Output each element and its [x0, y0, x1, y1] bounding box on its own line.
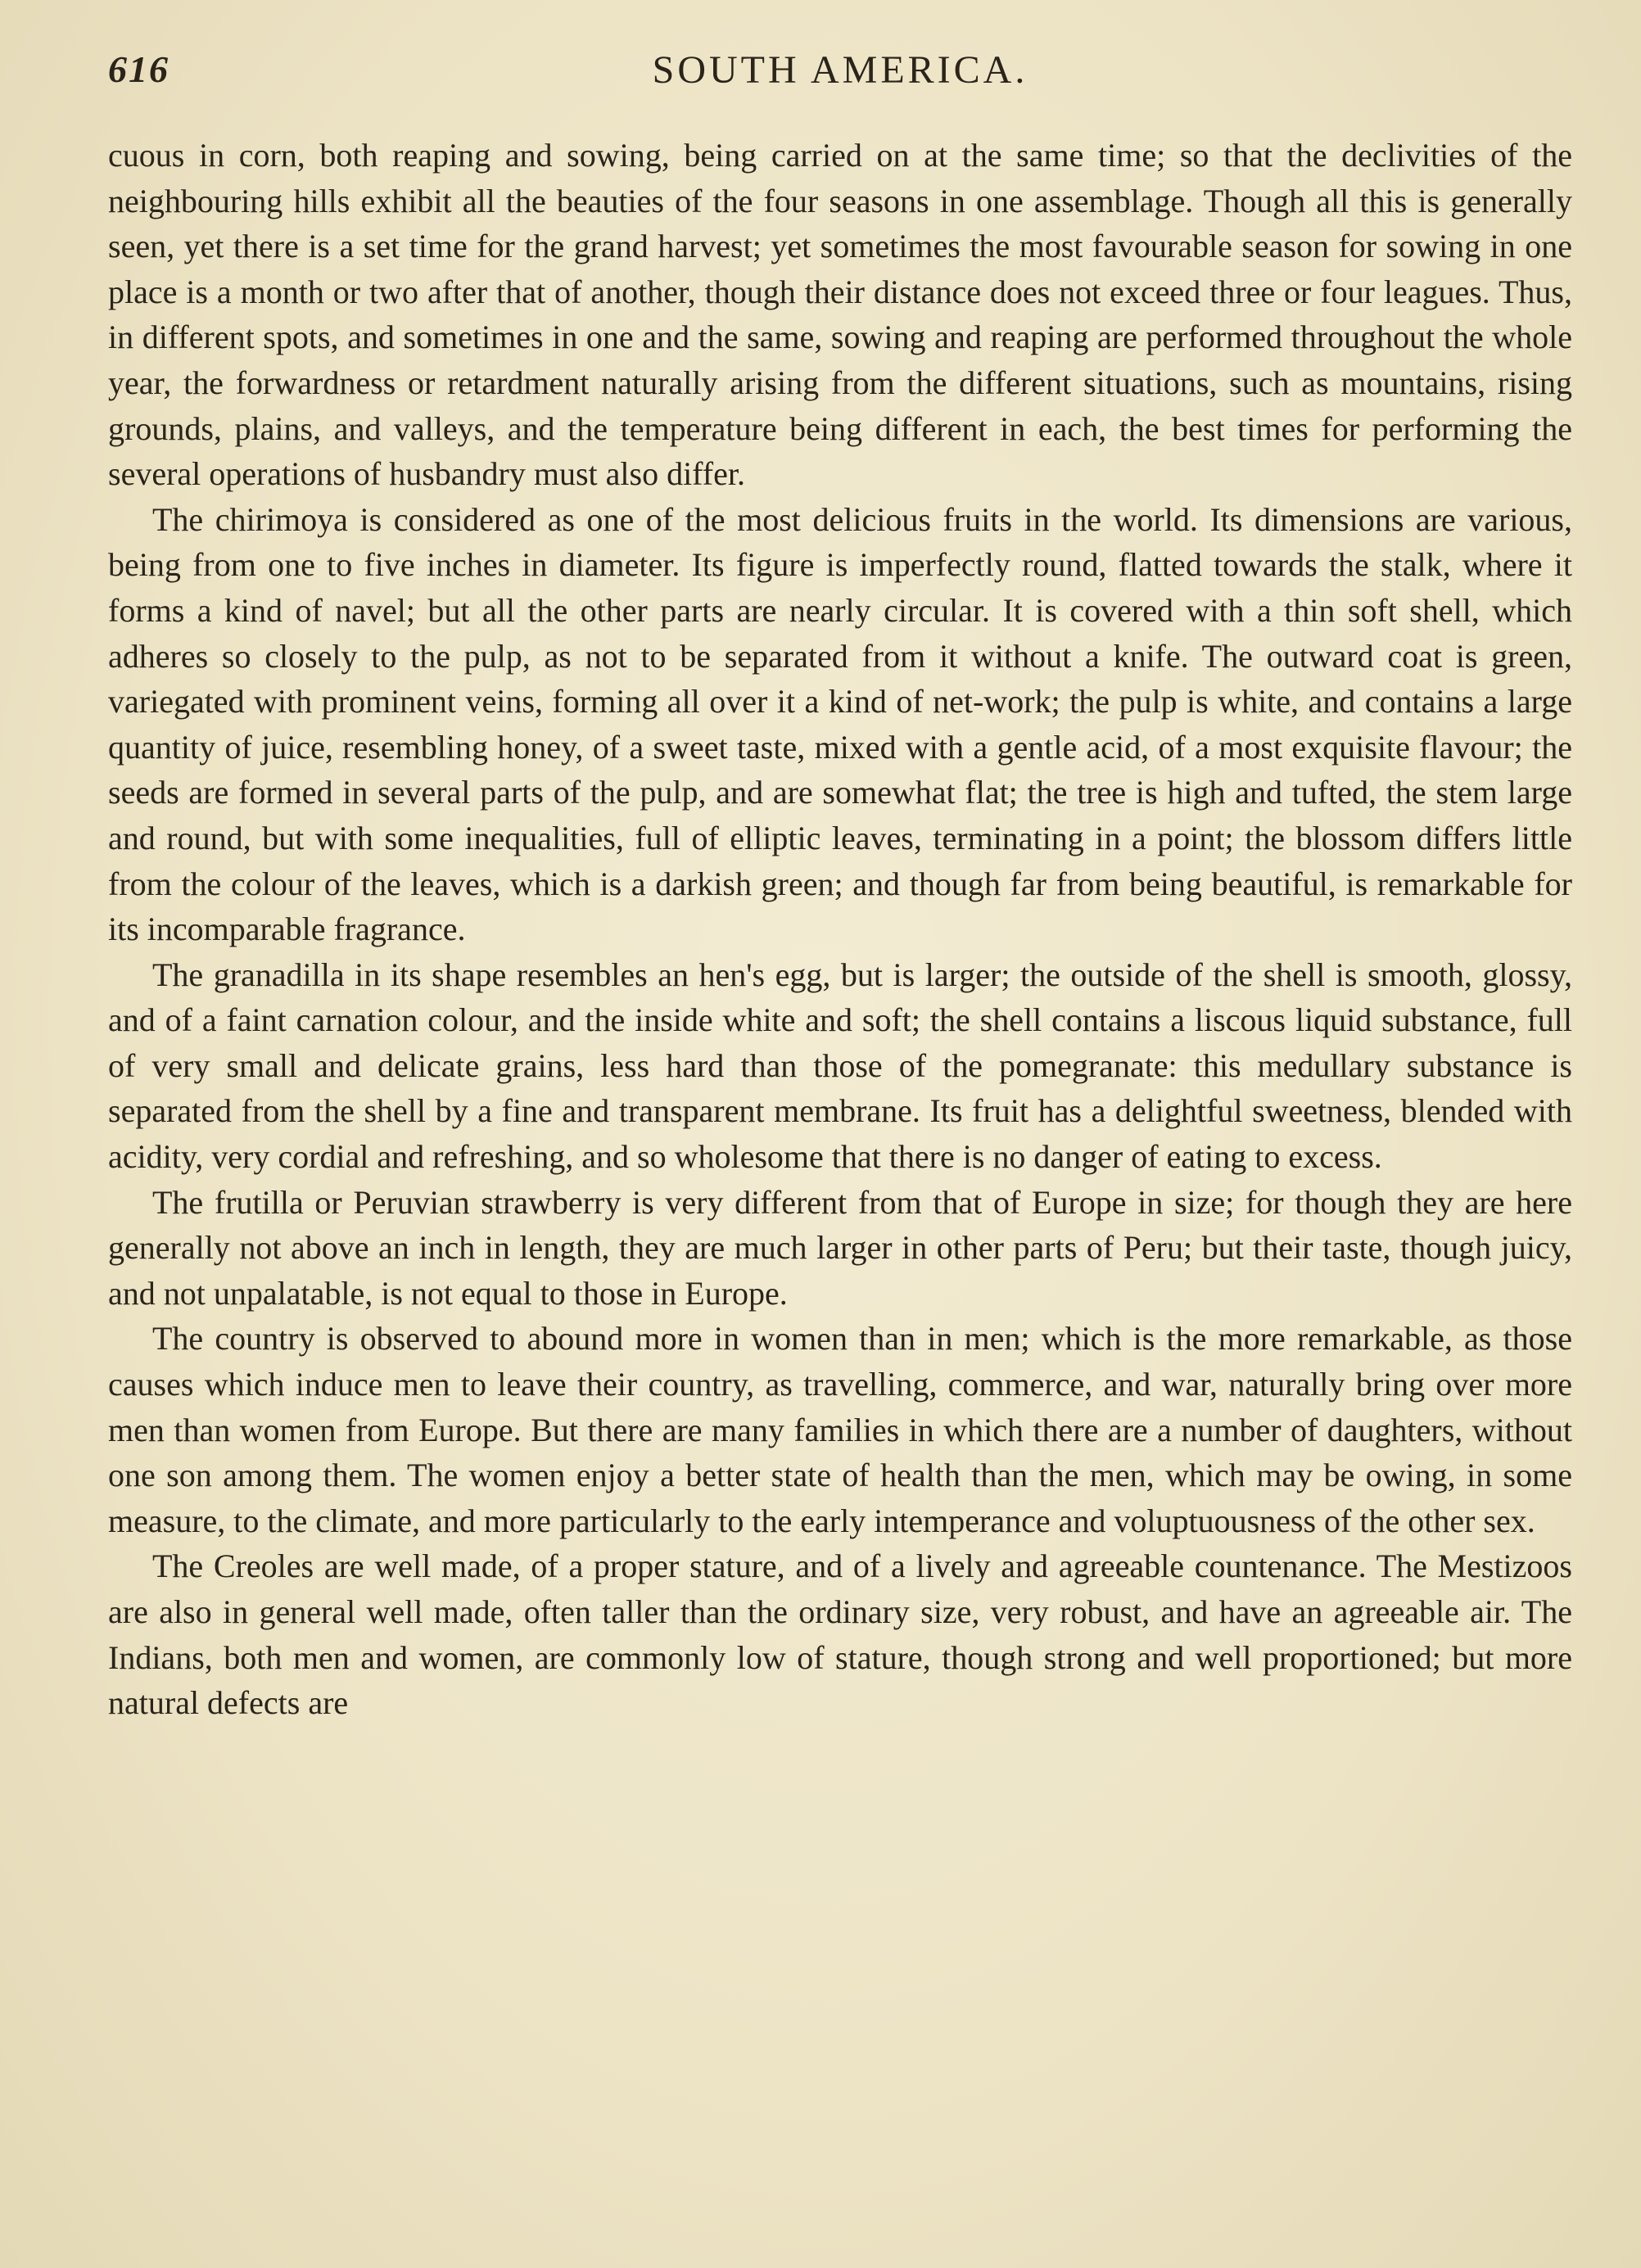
- page-number: 616: [108, 48, 170, 90]
- paragraph-frutilla: The frutilla or Peruvian strawberry is very different from that of Europe in size; for though they are here generally not above an inch in length, they are much larger in other parts of Peru; but their taste, though juicy, and not unpalatable, is not equal to those in Europe.: [108, 1183, 1572, 1312]
- page-header: [108, 47, 1572, 105]
- paragraph-women: The country is observed to abound more in women than in men; which is the more remarkable, as those causes which induce men to leave their country, as travelling, commerce, and war, naturally bring over more men than women from Europe. But there are many families in which there are a number of daughters, without one son among them. The women enjoy a better state of health than the men, which may be owing, in some measure, to the climate, and more particularly to the early intemperance and voluptuousness of the other sex.: [108, 1320, 1572, 1539]
- running-head: SOUTH AMERICA.: [652, 48, 1028, 92]
- paragraph-granadilla: The granadilla in its shape resembles an hen's egg, but is larger; the outside of the shell is smooth, glossy, and of a faint carnation colour, and the inside white and soft; the shell contains a liscous liquid substance, full of very small and delicate grains, less hard than those of the pomegranate: this medullary substance is separated from the shell by a fine and transparent membrane. Its fruit has a delightful sweetness, blended with acidity, very cordial and refreshing, and so wholesome that there is no danger of eating to excess.: [108, 956, 1572, 1176]
- body-text: [108, 133, 1572, 1726]
- paragraph-chirimoya: The chirimoya is considered as one of the most delicious fruits in the world. Its dimensions are various, being from one to five inches in diameter. Its figure is imperfectly round, flatted towards the stalk, where it forms a kind of navel; but all the other parts are nearly circular. It is covered with a thin soft shell, which adheres so closely to the pulp, as not to be separated from it without a knife. The outward coat is green, variegated with prominent veins, forming all over it a kind of net-work; the pulp is white, and contains a large quantity of juice, resembling honey, of a sweet taste, mixed with a gentle acid, of a most exquisite flavour; the seeds are formed in several parts of the pulp, and are somewhat flat; the tree is high and tufted, the stem large and round, but with some inequalities, full of elliptic leaves, terminating in a point; the blossom differs little from the colour of the leaves, which is a darkish green; and though far from being beautiful, is remarkable for its incomparable fragrance.: [108, 500, 1572, 948]
- paragraph-creoles: The Creoles are well made, of a proper stature, and of a lively and agreeable countenance. The Mestizoos are also in general well made, often taller than the ordinary size, very robust, and have an agreeable air. The Indians, both men and women, are commonly low of stature, though strong and well proportioned; but more natural defects are: [108, 1547, 1572, 1722]
- paragraph-harvest-continued: cuous in corn, both reaping and sowing, being carried on at the same time; so that the declivities of the neighbouring hills exhibit all the beauties of the four seasons in one assemblage. Though all this is generally seen, yet there is a set time for the grand harvest; yet sometimes the most favourable season for sowing in one place is a month or two after that of another, though their distance does not exceed three or four leagues. Thus, in different spots, and sometimes in one and the same, sowing and reaping are performed throughout the whole year, the forwardness or retardment naturally arising from the different situations, such as mountains, rising grounds, plains, and valleys, and the temperature being different in each, the best times for performing the several operations of husbandry must also differ.: [108, 137, 1572, 493]
